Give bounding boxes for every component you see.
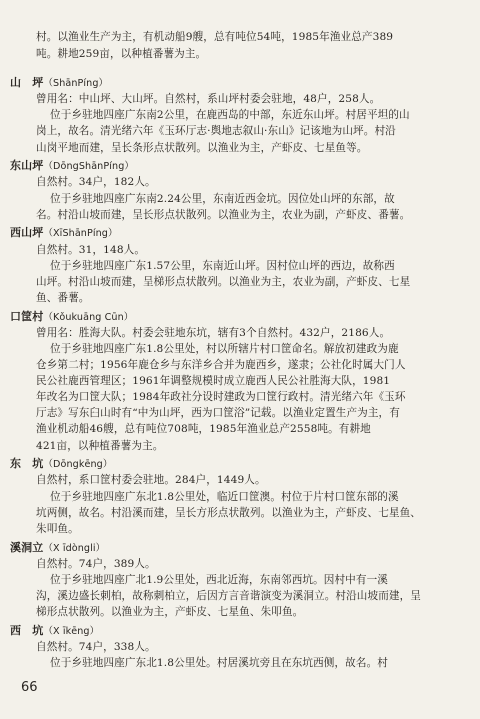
- text-line: 渔业机动船46艘，总有吨位708吨，1985年渔业总产2558吨。有耕地: [36, 423, 371, 435]
- text-line: 吨。耕地259亩，以种植番薯为主。: [36, 48, 207, 60]
- entry-title: 溪洞立: [10, 541, 44, 554]
- text-line: 位于乡驻地四座广东北1.8公里处。村居溪坑旁且在东坑西侧，故名。村: [50, 657, 388, 669]
- entry-title: 西山坪: [10, 226, 44, 239]
- entry-title: 口筐村: [10, 310, 44, 323]
- text-line: 位于乡驻地四座广东南2.24公里，东南近西金坑。因位处山坪的东部，故: [50, 193, 395, 205]
- text-line: 山坪。村沿山坡而建，呈梯形点状散列。以渔业为主，农业为副，产虾皮、七星: [36, 276, 411, 288]
- entry-heading: [10, 159, 134, 174]
- entry-title: 山 坪: [10, 76, 44, 89]
- entry-title: 东山坪: [10, 159, 44, 172]
- text-line: 梯形点状散列。以渔业为主，产虾皮、七星鱼、朱叩鱼。: [36, 606, 304, 618]
- entry-title: 东 坑: [10, 457, 44, 470]
- text-line: 坑两侧，故名。村沿溪而建，呈长方形点状散列。以渔业为主，产虾皮、七星鱼、: [36, 507, 421, 519]
- text-line: 岗上，故名。清光绪六年《玉环厅志·舆地志叙山·东山》记该地为山坪。村沿: [36, 125, 396, 137]
- entry-pinyin: （X īdòngli）: [43, 543, 106, 554]
- entry-heading: [10, 310, 133, 325]
- text-line: 村。以渔业生产为主，有机动船9艘，总有吨位54吨，1985年渔业总产389: [36, 31, 394, 43]
- text-line: 位于乡驻地四座广东南2公里，在鹿西岛的中部，东近东山坪。村居平坦的山: [50, 109, 410, 121]
- text-line: 厅志》写东臼山时有“中为山坪，西为口筐浴”记载。以渔业定置生产为主，有: [36, 407, 400, 419]
- entry-heading: [10, 624, 99, 639]
- entry-pinyin: （Kǒukuāng Cūn）: [43, 312, 134, 323]
- text-line: 自然村。74户，389人。: [36, 558, 156, 570]
- entry-pinyin: （XīShānPíng）: [43, 228, 118, 239]
- text-line: 自然村。34户，182人。: [36, 176, 156, 188]
- text-line: 曾用名：胜海大队。村委会驻地东坑，辖有3个自然村。432户，2186人。: [36, 327, 391, 339]
- page-number: 66: [21, 680, 38, 695]
- text-line: 自然村，系口筐村委会驻地。284户，1449人。: [36, 474, 266, 486]
- entry-heading: [10, 541, 105, 556]
- text-line: 朱叩鱼。: [36, 523, 79, 535]
- text-line: 位于乡驻地四座广北1.9公里处，西北近海，东南邻西坑。因村中有一溪: [50, 574, 388, 586]
- entry-heading: [10, 457, 113, 472]
- text-line: 鱼、番薯。: [36, 292, 90, 304]
- text-line: 421亩，以种植番薯为主。: [36, 440, 164, 452]
- text-line: 位于乡驻地四座广东1.57公里，东南近山坪。因村位山坪的西边，故称西: [50, 260, 395, 272]
- text-line: 名。村沿山坡而建，呈长形点状散列。以渔业为主，农业为副，产虾皮、番薯。: [36, 209, 411, 221]
- text-line: 位于乡驻地四座广东北1.8公里处，临近口筐澳。村位于片村口筐东部的溪: [50, 491, 399, 503]
- entry-pinyin: （DōngShānPíng）: [43, 161, 135, 172]
- text-line: 自然村。74户，338人。: [36, 641, 156, 653]
- entry-heading: [10, 76, 108, 91]
- text-line: 民公社鹿西管理区；1961年调整规模时成立鹿西人民公社胜海大队，1981: [36, 375, 391, 387]
- entry-pinyin: （X īkēng）: [43, 626, 100, 637]
- entry-pinyin: （Dōngkēng）: [43, 459, 113, 470]
- entry-title: 西 坑: [10, 624, 44, 637]
- text-line: 位于乡驻地四座广东1.8公里处，村以所辖片村口筐命名。解放初建政为鹿: [50, 343, 399, 355]
- text-line: 自然村。31，148人。: [36, 244, 146, 256]
- entry-heading: [10, 226, 118, 241]
- text-line: 仓乡第二村；1956年鹿仓乡与东洋乡合并为鹿西乡，遂隶；公社化时属大门人: [36, 359, 406, 371]
- text-line: 山岗平地而建，呈长条形点状散列。以渔业为主，产虾皮、七星鱼等。: [36, 142, 368, 154]
- text-line: 年改名为口筐大队；1984年政社分设时建政为口筐行政村。清光绪六年《玉环: [36, 391, 406, 403]
- text-line: 沟，溪边盛长刺柏，故称刺柏立，后因方言音谐演变为溪洞立。村沿山坡而建，呈: [36, 590, 421, 602]
- text-line: 曾用名：中山坪、大山坪。自然村，系山坪村委会驻地，48户，258人。: [36, 93, 381, 105]
- entry-pinyin: （ShānPíng）: [43, 78, 109, 89]
